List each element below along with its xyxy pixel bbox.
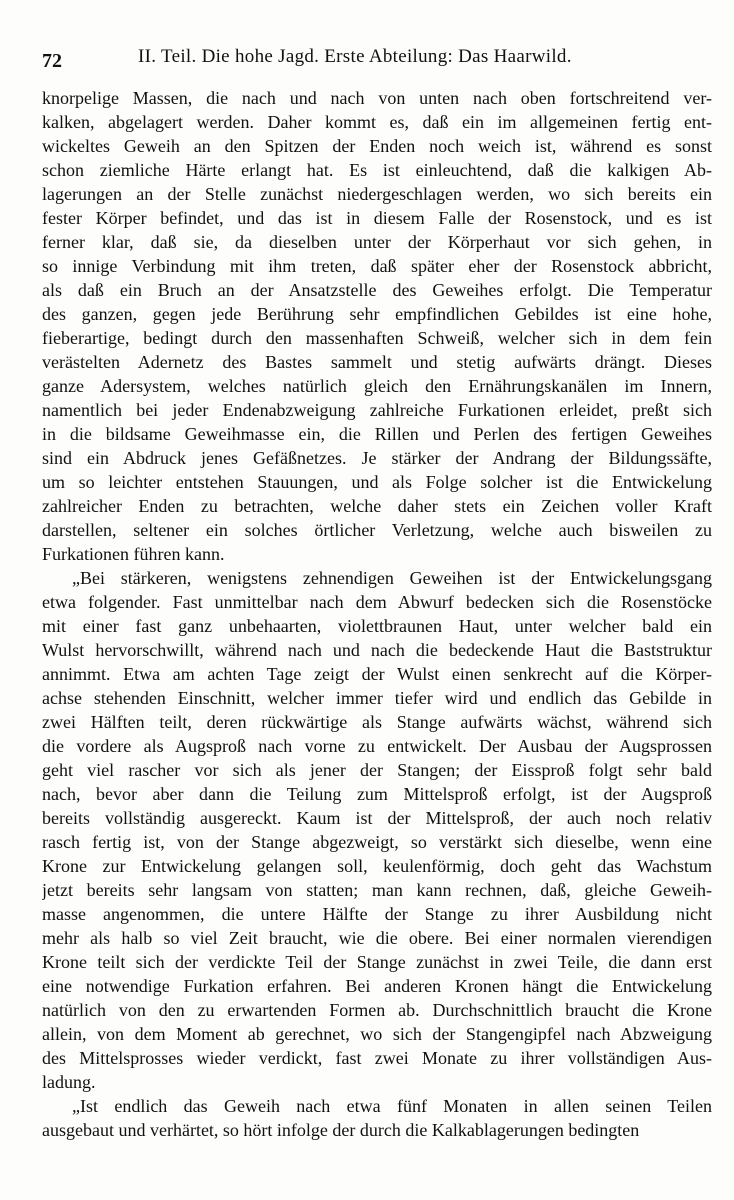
text-line: namentlich bei jeder Endenabzweigung zahlreiche Furkationen erleidet, preßt sich [42,400,712,420]
text-line: sind ein Abdruck jenes Gefäßnetzes. Je stärker der Andrang der Bildungssäfte, [42,448,712,468]
text-line: geht viel rascher vor sich als jener der Stangen; der Eissproß folgt sehr bald [42,760,712,780]
running-head: II. Teil. Die hohe Jagd. Erste Abteilung: Das Haarwild. [138,46,572,67]
text-line: etwa folgender. Fast unmittelbar nach dem Abwurf bedecken sich die Rosenstöcke [42,592,712,612]
text-line: schon ziemliche Härte erlangt hat. Es ist einleuchtend, daß die kalkigen Ab- [42,160,712,180]
text-line: des Mittelsprosses wieder verdickt, fast zwei Monate zu ihrer vollständigen Aus- [42,1048,712,1068]
text-line: ausgebaut und verhärtet, so hört infolge der durch die Kalkablagerungen bedingten [42,1120,640,1140]
text-line: um so leichter entstehen Stauungen, und als Folge solcher ist die Entwickelung [42,472,712,492]
text-line: des ganzen, gegen jede Berührung sehr empfindlichen Gebildes ist eine hohe, [42,304,712,324]
text-line: achse stehenden Einschnitt, welcher immer tiefer wird und endlich das Gebilde in [42,688,712,708]
text-line: als daß ein Bruch an der Ansatzstelle des Geweihes erfolgt. Die Temperatur [42,280,712,300]
body-text [42,86,712,1142]
text-line: mit einer fast ganz unbehaarten, violettbraunen Haut, unter welcher bald ein [42,616,712,636]
text-line: ferner klar, daß sie, da dieselben unter der Körperhaut vor sich gehen, in [42,232,712,252]
text-line: rasch fertig ist, von der Stange abgezweigt, so verstärkt sich dieselbe, wenn eine [42,832,712,852]
text-line: Krone teilt sich der verdickte Teil der Stange zunächst in zwei Teile, die dann erst [42,952,712,972]
text-line: knorpelige Massen, die nach und nach von unten nach oben fortschreitend ver- [42,88,712,108]
text-line: fieberartige, bedingt durch den massenhaften Schweiß, welcher sich in dem fein [42,328,712,348]
text-line: die vordere als Augsproß nach vorne zu entwickelt. Der Ausbau der Augsprossen [42,736,712,756]
text-line: zahlreicher Enden zu betrachten, welche daher stets ein Zeichen voller Kraft [42,496,712,516]
text-line: „Ist endlich das Geweih nach etwa fünf Monaten in allen seinen Teilen [72,1096,712,1116]
text-line: „Bei stärkeren, wenigstens zehnendigen Geweihen ist der Entwickelungsgang [72,568,712,588]
text-line: Krone zur Entwickelung gelangen soll, keulenförmig, doch geht das Wachstum [42,856,712,876]
text-line: so innige Verbindung mit ihm treten, daß später eher der Rosenstock abbricht, [42,256,712,276]
text-line: wickeltes Geweih an den Spitzen der Enden noch weich ist, während es sonst [42,136,712,156]
text-line: mehr als halb so viel Zeit braucht, wie die obere. Bei einer normalen vierendigen [42,928,712,948]
text-line: annimmt. Etwa am achten Tage zeigt der Wulst einen senkrecht auf die Körper- [42,664,712,684]
text-line: verästelten Adernetz des Bastes sammelt und stetig aufwärts drängt. Dieses [42,352,712,372]
text-line: kalken, abgelagert werden. Daher kommt es, daß ein im allgemeinen fertig ent- [42,112,712,132]
page-number: 72 [42,50,62,72]
text-line: bereits vollständig ausgereckt. Kaum ist der Mittelsproß, der auch noch relativ [42,808,712,828]
text-line: lagerungen an der Stelle zunächst niedergeschlagen werden, wo sich bereits ein [42,184,712,204]
text-line: fester Körper befindet, und das ist in diesem Falle der Rosenstock, und es ist [42,208,712,228]
text-line: in die bildsame Geweihmasse ein, die Rillen und Perlen des fertigen Geweihes [42,424,712,444]
text-line: eine notwendige Furkation erfahren. Bei anderen Kronen hängt die Entwickelung [42,976,712,996]
text-line: jetzt bereits sehr langsam von statten; man kann rechnen, daß, gleiche Geweih- [42,880,712,900]
text-line: Furkationen führen kann. [42,544,225,564]
text-line: masse angenommen, die untere Hälfte der Stange zu ihrer Ausbildung nicht [42,904,712,924]
text-line: natürlich von den zu erwartenden Formen ab. Durchschnittlich braucht die Krone [42,1000,712,1020]
text-line: ganze Adersystem, welches natürlich gleich den Ernährungskanälen im Innern, [42,376,712,396]
text-line: nach, bevor aber dann die Teilung zum Mittelsproß erfolgt, ist der Augsproß [42,784,712,804]
text-line: Wulst hervorschwillt, während nach und nach die bedeckende Haut die Baststruktur [42,640,712,660]
text-line: zwei Hälften teilt, deren rückwärtige als Stange aufwärts wächst, während sich [42,712,712,732]
text-line: allein, von dem Moment ab gerechnet, wo sich der Stangengipfel nach Abzweigung [42,1024,712,1044]
text-line: darstellen, seltener ein solches örtlicher Verletzung, welche auch bisweilen zu [42,520,712,540]
text-line: ladung. [42,1072,96,1092]
